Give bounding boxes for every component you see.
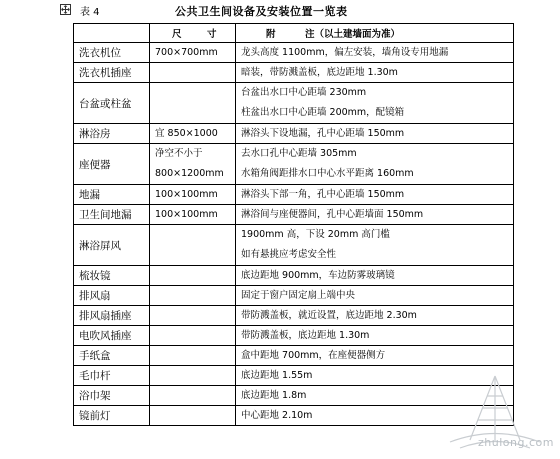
cell-fixture-name: 洗衣机位 (74, 43, 150, 63)
note-line: 淋浴头下设地漏，孔中心距墙 150mm (241, 127, 405, 139)
header-cell-name (74, 24, 150, 43)
table-row (74, 43, 514, 63)
header-note-rest: 注（以土建墙面为准） (305, 29, 401, 40)
move-handle-icon[interactable] (60, 4, 71, 15)
size-line: 100×100mm (155, 208, 218, 220)
note-line: 带防溅盖板，底边距地 1.30m (241, 329, 370, 341)
cell-fixture-name: 淋浴屏风 (74, 225, 150, 266)
note-line: 1900mm 高，下设 20mm 高门槛 (241, 229, 390, 240)
header-cell-size: 尺 寸 (150, 24, 236, 43)
installation-table (73, 23, 514, 426)
cell-fixture-name: 排风扇插座 (74, 306, 150, 326)
cell-note (236, 144, 514, 185)
cell-size (150, 185, 236, 205)
cell-size (150, 286, 236, 306)
cell-note (236, 185, 514, 205)
cell-note (236, 205, 514, 225)
cell-fixture-name: 座便器 (74, 144, 150, 185)
table-row (74, 205, 514, 225)
table-row (74, 306, 514, 326)
size-line: 800×1200mm (155, 168, 224, 179)
cell-size (150, 366, 236, 386)
cell-size (150, 124, 236, 144)
page-title: 公共卫生间设备及安装位置一览表 (175, 5, 348, 18)
note-line: 底边距地 1.8m (241, 389, 307, 401)
header-note-lead: 附 (266, 29, 306, 40)
note-line: 水箱角阀距排水口中心水平距离 160mm (241, 168, 414, 179)
cell-note (236, 225, 514, 266)
cell-size (150, 144, 236, 185)
cell-size (150, 306, 236, 326)
table-number: 表 4 (80, 7, 100, 18)
cell-note (236, 43, 514, 63)
note-line: 淋浴间与座便器间，孔中心距墙面 150mm (241, 208, 424, 220)
table-row (74, 83, 514, 124)
cell-size (150, 63, 236, 83)
note-line: 暗装，带防溅盖板，底边距地 1.30m (241, 66, 398, 78)
note-line: 盒中距地 700mm，在座便器侧方 (241, 349, 386, 361)
table-row (74, 346, 514, 366)
cell-fixture-name: 台盆或柱盆 (74, 83, 150, 124)
cell-size (150, 386, 236, 406)
cell-fixture-name: 地漏 (74, 185, 150, 205)
note-line: 底边距地 900mm，车边防雾玻璃镜 (241, 269, 395, 281)
note-line: 如有悬挑应考虑安全性 (241, 249, 337, 260)
cell-fixture-name: 卫生间地漏 (74, 205, 150, 225)
table-header-row (74, 24, 514, 43)
cell-size (150, 225, 236, 266)
cell-note (236, 306, 514, 326)
cell-note (236, 83, 514, 124)
cell-fixture-name: 毛巾杆 (74, 366, 150, 386)
cell-fixture-name: 手纸盒 (74, 346, 150, 366)
cell-note (236, 266, 514, 286)
table-row (74, 124, 514, 144)
header-cell-note (236, 24, 514, 43)
table-row (74, 185, 514, 205)
cell-fixture-name: 浴巾架 (74, 386, 150, 406)
table-row (74, 286, 514, 306)
size-line: 100×100mm (155, 188, 218, 200)
note-line: 底边距地 1.55m (241, 369, 313, 381)
cell-size (150, 326, 236, 346)
size-line: 净空不小于 (155, 148, 203, 159)
cell-size (150, 83, 236, 124)
cell-size (150, 346, 236, 366)
cell-note (236, 326, 514, 346)
cell-fixture-name: 排风扇 (74, 286, 150, 306)
cell-size (150, 266, 236, 286)
cell-size (150, 43, 236, 63)
cell-fixture-name: 淋浴房 (74, 124, 150, 144)
watermark-text: zhulong.com (478, 436, 554, 449)
cell-note (236, 124, 514, 144)
table-row (74, 326, 514, 346)
table-row (74, 266, 514, 286)
cell-size (150, 406, 236, 426)
size-line: 宜 850×1000 (155, 127, 218, 139)
cell-note (236, 63, 514, 83)
size-line: 700×700mm (155, 46, 218, 58)
table-row (74, 225, 514, 266)
cell-fixture-name: 镜前灯 (74, 406, 150, 426)
table-row (74, 144, 514, 185)
cell-size (150, 205, 236, 225)
table-row (74, 63, 514, 83)
note-line: 龙头高度 1100mm，偏左安装，墙角设专用地漏 (241, 46, 449, 58)
cell-note (236, 286, 514, 306)
cell-note (236, 346, 514, 366)
note-line: 台盆出水口中心距墙 230mm (241, 87, 367, 98)
cell-fixture-name: 电吹风插座 (74, 326, 150, 346)
note-line: 带防溅盖板，就近设置，底边距地 2.30m (241, 309, 417, 321)
note-line: 淋浴头下部一角，孔中心距墙 150mm (241, 188, 405, 200)
note-line: 中心距地 2.10m (241, 409, 313, 421)
note-line: 柱盆出水口中心距墙 200mm，配镜箱 (241, 107, 405, 118)
cell-fixture-name: 洗衣机插座 (74, 63, 150, 83)
cell-fixture-name: 梳妆镜 (74, 266, 150, 286)
note-line: 去水口孔中心距墙 305mm (241, 148, 357, 159)
note-line: 固定于窗户固定扇上端中央 (241, 289, 356, 301)
